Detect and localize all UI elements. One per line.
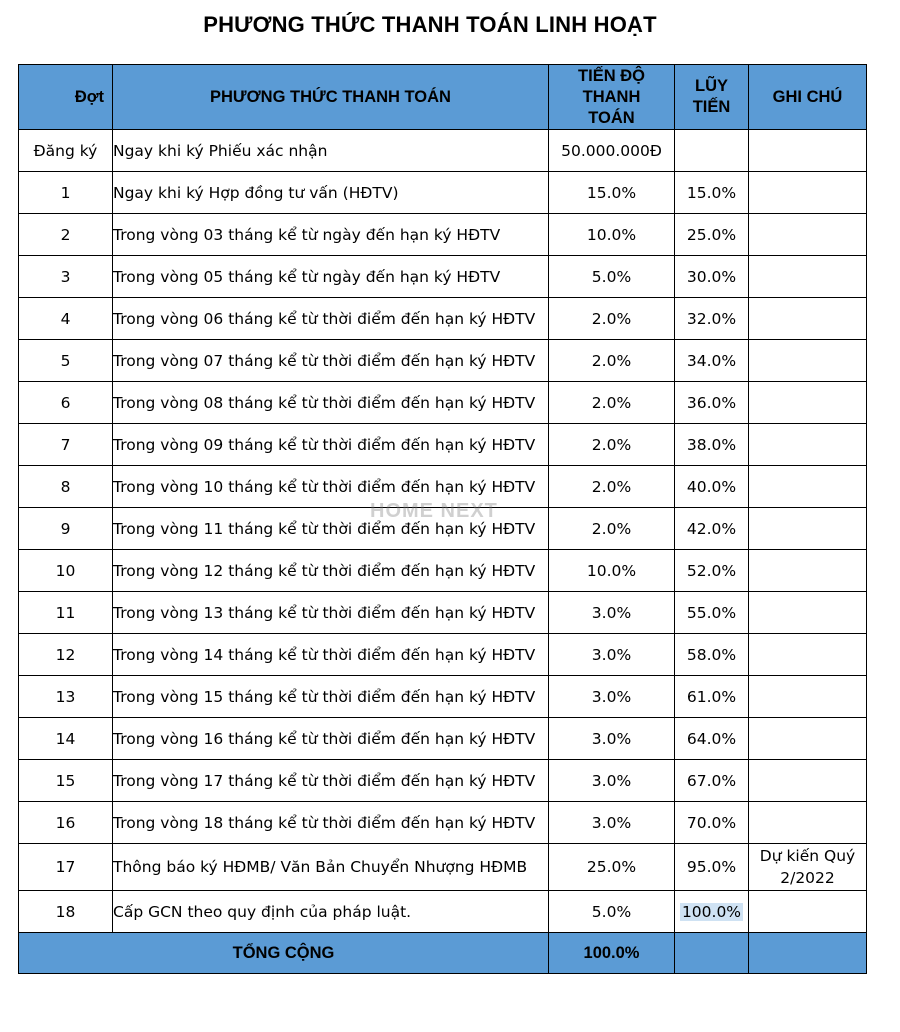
cell-dot: 15: [19, 760, 113, 802]
table-row: [19, 844, 867, 891]
table-header-row: [19, 65, 867, 130]
cell-method: Trong vòng 11 tháng kể từ thời điểm đến hạn ký HĐTV: [113, 508, 549, 550]
table-row: [19, 760, 867, 802]
total-empty-cell: [675, 933, 749, 974]
cell-progress: 2.0%: [549, 424, 675, 466]
total-empty-cell: [749, 933, 867, 974]
cell-progress: 3.0%: [549, 802, 675, 844]
cell-note: [749, 760, 867, 802]
cell-progress: 2.0%: [549, 382, 675, 424]
header-method: PHƯƠNG THỨC THANH TOÁN: [113, 65, 549, 130]
cell-dot: 16: [19, 802, 113, 844]
cell-dot: 7: [19, 424, 113, 466]
cell-cumulative: 42.0%: [675, 508, 749, 550]
table-row: [19, 718, 867, 760]
table-row: [19, 592, 867, 634]
header-dot: Đợt: [19, 65, 113, 130]
header-progress-line: TIẾN ĐỘ: [578, 66, 645, 85]
cell-cumulative: 40.0%: [675, 466, 749, 508]
header-cumulative: [675, 65, 749, 130]
cell-method: Ngay khi ký Hợp đồng tư vấn (HĐTV): [113, 172, 549, 214]
total-label: TỔNG CỘNG: [19, 933, 549, 974]
table-row: [19, 550, 867, 592]
table-row: [19, 340, 867, 382]
table-row: [19, 676, 867, 718]
cell-method: Trong vòng 18 tháng kể từ thời điểm đến hạn ký HĐTV: [113, 802, 549, 844]
header-progress-line: THANH: [582, 87, 641, 106]
cell-cumulative: 25.0%: [675, 214, 749, 256]
cell-method: Cấp GCN theo quy định của pháp luật.: [113, 891, 549, 933]
cell-dot: Đăng ký: [19, 130, 113, 172]
cell-cumulative: 34.0%: [675, 340, 749, 382]
table-row: [19, 382, 867, 424]
cell-note: [749, 424, 867, 466]
cell-method: Trong vòng 03 tháng kể từ ngày đến hạn ký HĐTV: [113, 214, 549, 256]
cell-note: [749, 802, 867, 844]
highlighted-value: 100.0%: [681, 902, 742, 921]
cell-progress: 2.0%: [549, 466, 675, 508]
cell-method: Thông báo ký HĐMB/ Văn Bản Chuyển Nhượng HĐMB: [113, 844, 549, 891]
cell-cumulative: [675, 891, 749, 933]
cell-method: Trong vòng 15 tháng kể từ thời điểm đến hạn ký HĐTV: [113, 676, 549, 718]
cell-dot: 5: [19, 340, 113, 382]
cell-note: [749, 592, 867, 634]
cell-cumulative: 15.0%: [675, 172, 749, 214]
cell-note: [749, 298, 867, 340]
cell-cumulative: 36.0%: [675, 382, 749, 424]
cell-cumulative: 30.0%: [675, 256, 749, 298]
cell-progress: 10.0%: [549, 214, 675, 256]
cell-dot: 9: [19, 508, 113, 550]
cell-progress: 3.0%: [549, 676, 675, 718]
note-line: 2/2022: [780, 869, 835, 887]
cell-note: [749, 382, 867, 424]
cell-method: Trong vòng 13 tháng kể từ thời điểm đến hạn ký HĐTV: [113, 592, 549, 634]
cell-dot: 18: [19, 891, 113, 933]
cell-dot: 3: [19, 256, 113, 298]
cell-method: Ngay khi ký Phiếu xác nhận: [113, 130, 549, 172]
cell-cumulative: 52.0%: [675, 550, 749, 592]
cell-cumulative: 70.0%: [675, 802, 749, 844]
header-progress-line: TOÁN: [588, 108, 635, 127]
cell-note: [749, 718, 867, 760]
cell-note: [749, 676, 867, 718]
cell-note: [749, 844, 867, 891]
cell-dot: 1: [19, 172, 113, 214]
cell-cumulative: 61.0%: [675, 676, 749, 718]
cell-method: Trong vòng 06 tháng kể từ thời điểm đến hạn ký HĐTV: [113, 298, 549, 340]
cell-dot: 10: [19, 550, 113, 592]
cell-cumulative: 67.0%: [675, 760, 749, 802]
cell-method: Trong vòng 07 tháng kể từ thời điểm đến hạn ký HĐTV: [113, 340, 549, 382]
cell-progress: 25.0%: [549, 844, 675, 891]
cell-progress: 2.0%: [549, 340, 675, 382]
cell-progress: 5.0%: [549, 256, 675, 298]
note-line: Dự kiến Quý: [759, 847, 856, 865]
cell-progress: 2.0%: [549, 508, 675, 550]
cell-progress: 5.0%: [549, 891, 675, 933]
cell-dot: 6: [19, 382, 113, 424]
cell-note: [749, 256, 867, 298]
cell-note: [749, 634, 867, 676]
payment-schedule-table: [18, 64, 867, 974]
cell-progress: 3.0%: [549, 760, 675, 802]
cell-method: Trong vòng 05 tháng kể từ ngày đến hạn ký HĐTV: [113, 256, 549, 298]
cell-note: [749, 172, 867, 214]
table-row: [19, 891, 867, 933]
cell-dot: 14: [19, 718, 113, 760]
table-row: [19, 130, 867, 172]
header-cumulative-line: TIẾN: [692, 98, 731, 116]
cell-dot: 4: [19, 298, 113, 340]
cell-dot: 8: [19, 466, 113, 508]
cell-cumulative: 32.0%: [675, 298, 749, 340]
cell-method: Trong vòng 09 tháng kể từ thời điểm đến hạn ký HĐTV: [113, 424, 549, 466]
cell-note: [749, 891, 867, 933]
cell-cumulative: 64.0%: [675, 718, 749, 760]
cell-progress: 2.0%: [549, 298, 675, 340]
cell-dot: 13: [19, 676, 113, 718]
cell-progress: 50.000.000Đ: [549, 130, 675, 172]
cell-method: Trong vòng 08 tháng kể từ thời điểm đến hạn ký HĐTV: [113, 382, 549, 424]
total-progress: 100.0%: [549, 933, 675, 974]
header-progress: [549, 65, 675, 130]
cell-dot: 11: [19, 592, 113, 634]
cell-dot: 17: [19, 844, 113, 891]
cell-method: Trong vòng 10 tháng kể từ thời điểm đến hạn ký HĐTV: [113, 466, 549, 508]
cell-note: [749, 466, 867, 508]
cell-progress: 10.0%: [549, 550, 675, 592]
cell-dot: 2: [19, 214, 113, 256]
cell-method: Trong vòng 17 tháng kể từ thời điểm đến hạn ký HĐTV: [113, 760, 549, 802]
watermark-logo: HOME NEXT: [370, 500, 498, 522]
table-row: [19, 298, 867, 340]
cell-cumulative: [675, 130, 749, 172]
cell-cumulative: 55.0%: [675, 592, 749, 634]
cell-method: Trong vòng 12 tháng kể từ thời điểm đến hạn ký HĐTV: [113, 550, 549, 592]
cell-note: [749, 550, 867, 592]
cell-note: [749, 214, 867, 256]
cell-progress: 15.0%: [549, 172, 675, 214]
table-row: [19, 466, 867, 508]
table-row: [19, 424, 867, 466]
cell-method: Trong vòng 14 tháng kể từ thời điểm đến hạn ký HĐTV: [113, 634, 549, 676]
table-row: [19, 802, 867, 844]
table-row: [19, 508, 867, 550]
cell-note: [749, 340, 867, 382]
cell-cumulative: 95.0%: [675, 844, 749, 891]
table-row: [19, 634, 867, 676]
table-row: [19, 256, 867, 298]
header-cumulative-line: LŨY: [695, 77, 728, 95]
table-row: [19, 214, 867, 256]
cell-progress: 3.0%: [549, 592, 675, 634]
cell-progress: 3.0%: [549, 718, 675, 760]
cell-cumulative: 58.0%: [675, 634, 749, 676]
cell-cumulative: 38.0%: [675, 424, 749, 466]
cell-note: [749, 508, 867, 550]
header-note: GHI CHÚ: [749, 65, 867, 130]
table-total-row: [19, 933, 867, 974]
page-title: PHƯƠNG THỨC THANH TOÁN LINH HOẠT: [203, 12, 657, 37]
cell-note: [749, 130, 867, 172]
table-row: [19, 172, 867, 214]
cell-dot: 12: [19, 634, 113, 676]
cell-method: Trong vòng 16 tháng kể từ thời điểm đến hạn ký HĐTV: [113, 718, 549, 760]
cell-progress: 3.0%: [549, 634, 675, 676]
